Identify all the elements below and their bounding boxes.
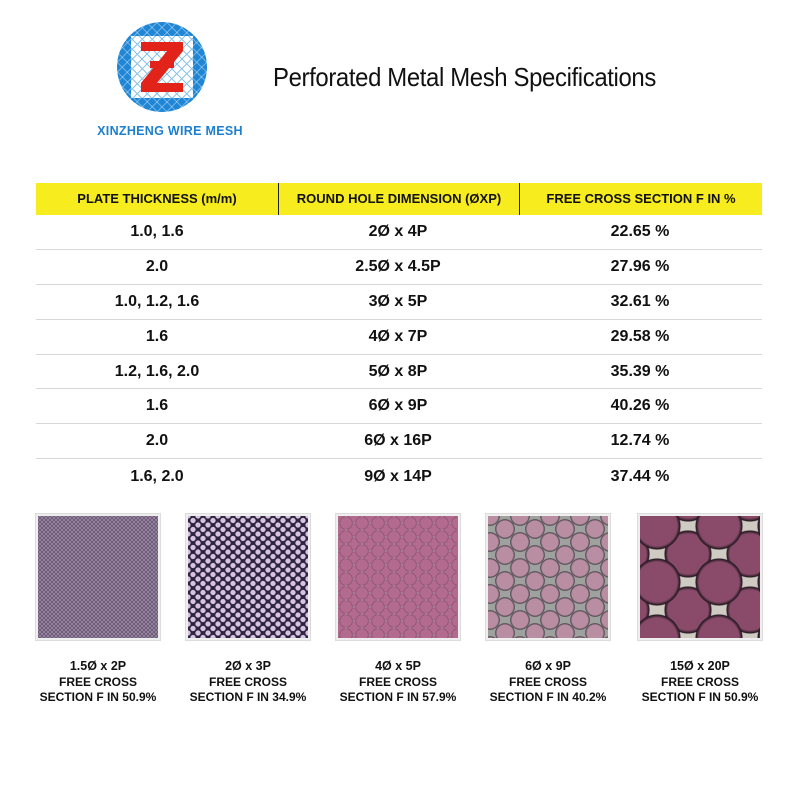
sample-free-section	[486, 675, 610, 705]
sample-dimension: 2Ø x 3P	[225, 659, 271, 673]
sample-free-section	[36, 675, 160, 705]
sample-photo	[336, 514, 460, 640]
cell-dimension: 9Ø x 14P	[364, 467, 432, 485]
cell-thickness: 1.2, 1.6, 2.0	[114, 362, 200, 380]
cell-free-section: 22.65 %	[610, 222, 670, 240]
table-row	[36, 424, 762, 459]
table-header-row	[36, 183, 762, 215]
sample-photo	[638, 514, 762, 640]
sample-photo	[486, 514, 610, 640]
table-row	[36, 215, 762, 250]
cell-dimension: 2.5Ø x 4.5P	[355, 257, 441, 275]
logo-z-icon	[117, 22, 207, 112]
cell-dimension: 4Ø x 7P	[368, 327, 428, 345]
sample-caption-line2: SECTION F IN 57.9%	[339, 690, 457, 704]
table-row	[36, 459, 762, 494]
cell-free-section: 35.39 %	[610, 362, 670, 380]
sample-free-section	[336, 675, 460, 705]
sample-dimension: 1.5Ø x 2P	[69, 659, 127, 673]
sample-dimension: 6Ø x 9P	[525, 659, 571, 673]
cell-free-section: 27.96 %	[610, 257, 670, 275]
cell-thickness: 1.0, 1.6	[130, 222, 184, 240]
sample-caption-line1: FREE CROSS	[508, 675, 587, 689]
cell-dimension: 6Ø x 9P	[368, 397, 428, 415]
sample-caption-line2: SECTION F IN 34.9%	[189, 690, 307, 704]
sample-item	[638, 514, 762, 705]
table-row	[36, 389, 762, 424]
cell-dimension: 6Ø x 16P	[364, 432, 432, 450]
sample-caption-line1: FREE CROSS	[58, 675, 137, 689]
sample-free-section	[186, 675, 310, 705]
brand-name: XINZHENG WIRE MESH	[97, 124, 243, 138]
cell-dimension: 5Ø x 8P	[368, 362, 428, 380]
sample-photo	[186, 514, 310, 640]
sample-free-section	[638, 675, 762, 705]
sample-caption-line1: FREE CROSS	[660, 675, 739, 689]
sample-caption-line2: SECTION F IN 40.2%	[489, 690, 607, 704]
sample-gallery	[36, 514, 764, 714]
cell-free-section: 12.74 %	[610, 432, 670, 450]
cell-thickness: 1.6	[145, 327, 169, 345]
sample-item	[486, 514, 610, 705]
header-plate-thickness: PLATE THICKNESS (m/m)	[36, 183, 279, 215]
sample-photo	[36, 514, 160, 640]
sample-caption-line2: SECTION F IN 50.9%	[641, 690, 759, 704]
cell-dimension: 3Ø x 5P	[368, 292, 428, 310]
cell-free-section: 37.44 %	[610, 467, 670, 485]
cell-dimension: 2Ø x 4P	[368, 222, 428, 240]
cell-free-section: 32.61 %	[610, 292, 670, 310]
cell-thickness: 2.0	[145, 257, 169, 275]
cell-thickness: 2.0	[145, 432, 169, 450]
table-row	[36, 285, 762, 320]
table-row	[36, 250, 762, 285]
logo-circle	[117, 22, 207, 112]
sample-item	[36, 514, 160, 705]
logo	[108, 22, 218, 122]
sample-item	[336, 514, 460, 705]
page-title: Perforated Metal Mesh Specifications	[273, 62, 656, 92]
sample-caption-line2: SECTION F IN 50.9%	[39, 690, 157, 704]
cell-free-section: 40.26 %	[610, 397, 670, 415]
cell-thickness: 1.6, 2.0	[130, 467, 184, 485]
table-row	[36, 355, 762, 390]
spec-table	[36, 183, 762, 494]
sample-dimension: 15Ø x 20P	[670, 659, 730, 673]
cell-thickness: 1.0, 1.2, 1.6	[114, 292, 200, 310]
sample-dimension: 4Ø x 5P	[375, 659, 421, 673]
cell-thickness: 1.6	[145, 397, 169, 415]
header-free-cross-section: FREE CROSS SECTION F IN %	[546, 191, 736, 206]
sample-caption-line1: FREE CROSS	[358, 675, 437, 689]
sample-caption-line1: FREE CROSS	[208, 675, 287, 689]
header-hole-dimension: ROUND HOLE DIMENSION (ØXP)	[279, 183, 520, 215]
table-row	[36, 320, 762, 355]
cell-free-section: 29.58 %	[610, 327, 670, 345]
sample-item	[186, 514, 310, 705]
